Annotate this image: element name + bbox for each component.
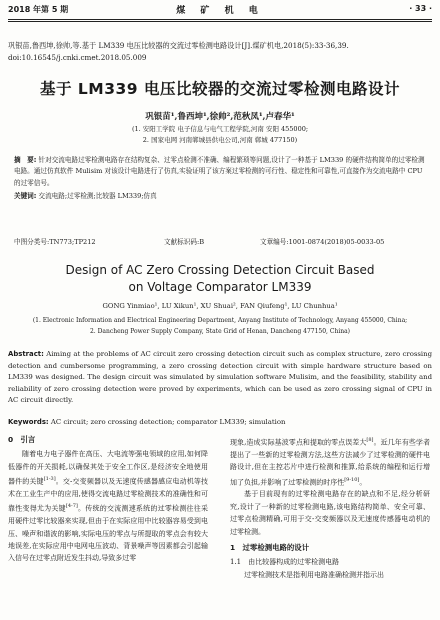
ref-8: [8]	[366, 437, 374, 443]
ref-1-3: [1-3]	[43, 476, 56, 483]
intro-paragraph-1-cont	[230, 434, 430, 488]
page-number: · 33 ·	[409, 4, 432, 13]
intro-text-a: 随着电力电子器件在高压、大电流等强电领域的应用,如何降低器件的开关损耗,以确保其处于安全工作区,是经济安全地使用器件的关键	[8, 450, 208, 486]
title-en	[0, 262, 440, 296]
abstract-en	[8, 349, 432, 407]
body-left-column	[8, 434, 208, 565]
intro-text-c: 。传统的交流测速系统的过零检测往往采用硬件过零比较器来实现,但由于在实际应用中比较器容易受到电压、噪声和谐波的影响,实际电压的零点与所提取的零点会有较大地误差,在实际应用中电网电压波动、背景噪声等因素都会引起输入信号在过零点附近发生抖动,导致多过零	[8, 504, 209, 563]
affiliation-en-2: 2. Dancheng Power Supply Company, State Grid of Henan, Dancheng 477150, China)	[89, 328, 351, 335]
abstract-en-text: Aiming at the problems of AC circuit zero crossing detection circuit such as complex structure, zero crossing detection and cumbersome programming, a zero crossing detection circuit with simple hardware structure based on LM339 was designed. The design circuit was simulated by simulation software Mulisim, and the feasibility, stability and reliability of zero crossing detection were proved by experiments, which can be used as zero crossing signal of CPU in AC circuit directly.	[8, 350, 432, 405]
ref-4-7: [4-7]	[65, 503, 78, 510]
title-cn: 基于 LM339 电压比较器的交流过零检测电路设计	[40, 80, 400, 98]
affiliation-en-1: (1. Electronic Information and Electrical Engineering Department, Anyang Institute of Technology, Anyang 455000, China;	[32, 317, 408, 324]
keywords-cn-label: 关键词:	[14, 192, 37, 201]
running-header	[8, 4, 432, 18]
authors-en: GONG Yinmiao¹, LU Xikun¹, XU Shuai², FAN Qiufeng¹, LU Chunhua¹	[102, 302, 338, 310]
intro-cont-text-a: 现象,造成实际基波零点和提取的零点误差大	[230, 438, 367, 447]
intro-paragraph-2: 基于目前现有的过零检测电路存在的缺点和不足,经分析研究,设计了一种新的过零检测电路,该电路结构简单、安全可靠、过零点检测精确,可用于交-交变频器以及无速度传感器电动机的过零检测。	[230, 490, 430, 536]
header-rule-thin	[8, 21, 432, 22]
keywords-en-label: Keywords:	[8, 418, 49, 426]
intro-paragraph-1	[8, 448, 208, 564]
authors-cn: 巩银苗¹,鲁西坤¹,徐帅²,范秋凤¹,卢春华¹	[145, 112, 295, 122]
title-en-line-1: Design of AC Zero Crossing Detection Circuit Based	[65, 263, 375, 277]
subsection-1-1-heading: 1.1 由比较器构成的过零检测电路	[230, 558, 340, 567]
keywords-en-text: AC circuit; zero crossing detection; comparator LM339; simulation	[50, 418, 286, 426]
abstract-cn	[14, 155, 426, 203]
keywords-en	[8, 418, 432, 426]
title-en-line-2: on Voltage Comparator LM339	[128, 280, 312, 294]
intro-text-b: 。交-交变频器以及无速度传感器感应电动机等技术在工业生产中的应用,使得交流电路过零检测技术的准确性和可靠性变得尤为关键	[8, 477, 208, 513]
intro-cont-text-c: 。	[359, 477, 367, 486]
citation: 巩银苗,鲁西坤,徐帅,等.基于 LM339 电压比较器的交流过零检测电路设计[J].煤矿机电,2018(5):33-36,39. doi:10.16545/j.cnki.cmet.2018.05.009	[8, 41, 349, 62]
issue-label: 2018 年第 5 期	[8, 5, 69, 14]
abstract-en-label: Abstract:	[8, 350, 44, 358]
body-right-column	[230, 434, 430, 581]
abstract-cn-label: 摘 要:	[14, 156, 37, 164]
section-1-heading: 1 过零检测电路的设计	[230, 542, 310, 552]
journal-name: 煤 矿 机 电	[176, 6, 264, 16]
article-number: 文章编号:1001-0874(2018)05-0033-05	[260, 238, 385, 246]
affiliation-cn-1: (1. 安阳工学院 电子信息与电气工程学院,河南 安阳 455000;	[131, 125, 309, 133]
ref-9-10: [9-10]	[344, 476, 360, 483]
clc-number: 中图分类号:TN773;TP212	[14, 238, 96, 246]
section-0-heading: 0 引言	[8, 435, 36, 444]
abstract-cn-text: 针对交流电路过零检测电路存在结构复杂、过零点检测不准确、编程繁琐等问题,设计了一种基于 LM339 的硬件结构简单的过零检测电路。通过仿真软件 Mulisim 对该设计电路进行了仿真,实验证明了该方案过零检测的可行性、稳定性和可靠性,可直接作为交流电路中 CPU 的过零信号。	[14, 156, 425, 187]
section-1-paragraph-1: 过零检测技术是指利用电路准确检测并指示出	[244, 570, 384, 579]
affiliation-cn-2: 2. 国家电网 河南郸城县供电公司,河南 郸城 477150)	[142, 136, 298, 144]
doc-code: 文献标识码:B	[164, 238, 205, 246]
intro-cont-text-b: 。近几年有些学者提出了一些新的过零检测方法,这些方法减少了过零检测的硬件电路设计,但在主控芯片中进行检测和推算,给系统的编程和运行增加了负担,并影响了过零检测的时序性	[230, 438, 430, 486]
keywords-cn-text: 交流电路;过零检测;比较器 LM339;仿真	[38, 192, 157, 201]
header-rule	[8, 19, 432, 20]
